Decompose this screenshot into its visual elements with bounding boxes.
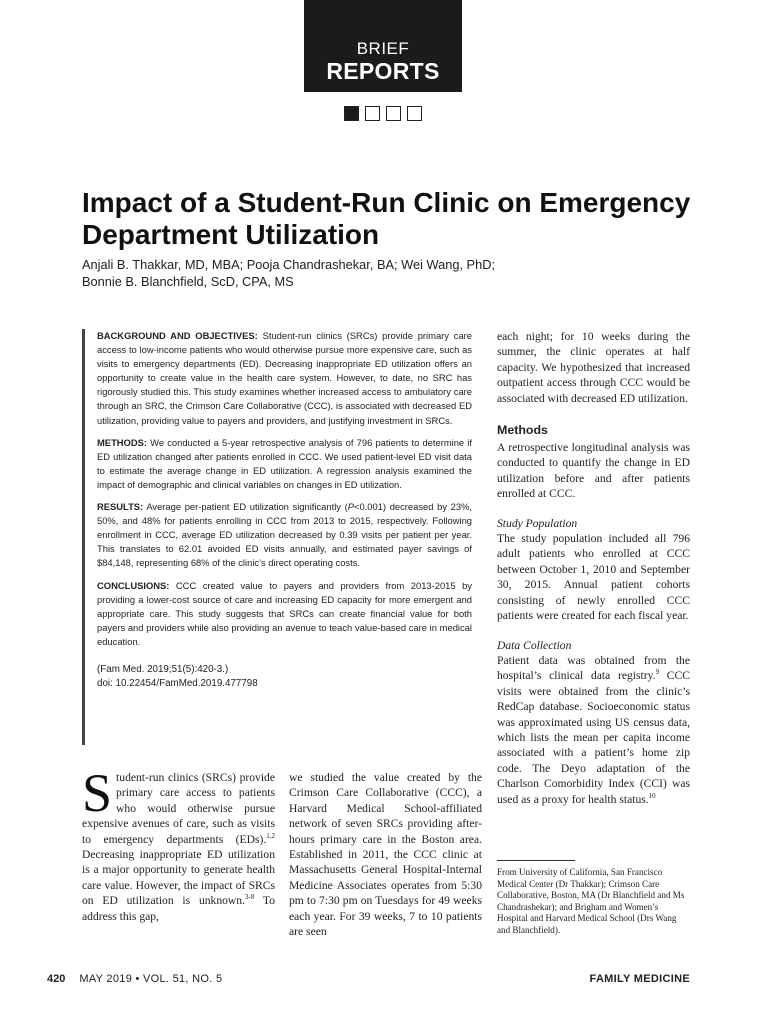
badge-line-1: BRIEF [356,39,410,58]
body-text: A retrospective longitudinal analysis was conducted to quantify the change in ED utilization before and after patients enrolled at CCC. [497,441,690,501]
subsection-heading: Study Population [497,516,578,530]
abstract-heading: METHODS: [97,436,147,448]
abstract-text: CCC created value to payers and providers from 2013-2015 by providing a lower-cost source of care and increasing ED capacity for more emergent and appropriate care. This study suggests that SRCs can create financial value for both payers and providers while also providing an avenue to teach value-based care in medical education. [97,579,472,647]
abstract [82,329,472,745]
section-heading: Methods [497,423,548,438]
body-text: each night; for 10 weeks during the summer, the clinic operates at half capacity. We hypothesized that increased outpatient access through CCC would be associated with decreased ED utilization. [497,330,690,405]
reference-marker: 10 [648,791,656,800]
author-line-2: Bonnie B. Blanchfield, ScD, CPA, MS [82,274,294,289]
abstract-heading: CONCLUSIONS: [97,579,170,591]
author-line-1: Anjali B. Thakkar, MD, MBA; Pooja Chandrashekar, BA; Wei Wang, PhD; [82,257,495,272]
abstract-text: <0.001) decreased by 23%, 50%, and 48% for patients enrolling in CCC from 2013 to 2015, respectively. Following enrollment in CCC, average ED utilization decreased by 0.39 visits per patient per year. This translates to 62.01 avoided ED visits annually, and estimated payer savings of $84,148, representing 68% of the clinic’s direct operating costs. [97,501,473,569]
issue-info: MAY 2019 • VOL. 51, NO. 5 [79,973,223,985]
body-column-3 [497,329,690,807]
citation-ref: (Fam Med. 2019;51(5):420-3.) [97,663,229,675]
footnote-divider [497,860,575,861]
author-list [82,256,702,290]
article-title: Impact of a Student-Run Clinic on Emergency Department Utilization [82,187,691,250]
page-number: 420 [47,973,66,985]
abstract-text: We conducted a 5-year retrospective analysis of 796 patients to determine if ED utilization changed after patients enrolled in CCC. We used patient-level ED visit data to estimate the average change in ED utilization. A regression analysis examined the impact of demographic and clinical variables on changes in ED utilization. [97,436,472,490]
doi-link[interactable]: doi: 10.22454/FamMed.2019.477798 [97,677,258,689]
reference-marker: 1,2 [266,831,275,840]
body-text: Decreasing inappropriate ED utilization is a major opportunity to generate health care value. However, the impact of SRCs on ED utilization is unknown. [82,848,275,908]
indicator-square [365,106,380,121]
abstract-text: P [347,501,354,513]
abstract-background [97,329,472,428]
abstract-methods [97,436,472,492]
abstract-text: Average per-patient ED utilization significantly ( [146,501,348,513]
abstract-conclusions [97,579,472,649]
indicator-square [407,106,422,121]
abstract-heading: RESULTS: [97,501,144,513]
indicator-square-filled [344,106,359,121]
body-column-2 [289,770,482,939]
abstract-text: Student-run clinics (SRCs) provide primary care access to low-income patients who would otherwise pursue more expensive care, such as visits to emergency departments (ED). Decreasing inappropriate ED utilization offers an opportunity to create value in the health care system. However, to date, no SRC has rigorously studied this. This study examines whether increased access to ambulatory care through an SRC, the Crimson Care Collaborative (CCC), is associated with decreased ED utilization, providing value to payers and providers, and justifying investment in SRCs. [97,330,472,426]
body-text: To address this gap, [82,894,275,923]
badge-line-2: REPORTS [326,58,440,84]
body-text: The study population included all 796 adult patients who enrolled at CCC between October 1, 2010 and September 30, 2015. Annual patient cohorts consisting of newly enrolled CCC patients were created for each fiscal year. [497,532,690,623]
body-text: tudent-run clinics (SRCs) provide primary care access to patients who would otherwise pursue expensive avenues of care, such as visits to emergency departments (EDs). [82,771,275,846]
body-text: CCC visits were obtained from the clinic’s RedCap database. Socioeconomic status was approximated using US census data, which lists the mean per capita income associated with a patient’s home zip code. The Deyo adaptation of the Charlson Comorbidity Index (CCI) was used as a proxy for health status. [497,669,690,806]
body-text: Patient data was obtained from the hospital’s clinical data registry. [497,653,690,683]
citation [97,663,472,691]
data-collection-paragraph [497,653,690,807]
body-column-1 [82,763,275,924]
journal-name: FAMILY MEDICINE [589,973,690,985]
abstract-heading: BACKGROUND AND OBJECTIVES: [97,330,258,341]
reference-marker: 9 [655,668,660,677]
section-badge [304,0,462,92]
drop-cap: S [82,763,113,823]
subsection-heading: Data Collection [497,638,572,652]
reference-marker: 3-8 [245,893,255,902]
indicator-square [386,106,401,121]
page-footer [47,973,690,989]
intro-paragraph [82,763,275,924]
body-text: we studied the value created by the Crimson Care Collaborative (CCC), a Harvard Medical School-affiliated network of seven SRCs providing after-hours primary care in the Boston area. Established in 2011, the CCC clinic at Massachusetts General Hospital-Internal Medicine Associates operates from 5:30 pm to 7:30 pm on Tuesdays for 49 weeks each year. For 39 weeks, 7 to 10 patients are seen [289,771,482,939]
author-affiliations: From University of California, San Francisco Medical Center (Dr Thakkar); Crimson Care Collaborative, Boston, MA (Dr Blanchfield and Ms Chandrashekar); and Brigham and Women’s Hospital and Harvard Medical School (Drs Wang and Blanchfield). [497,867,685,935]
abstract-results [97,500,472,570]
section-indicator [344,106,422,121]
